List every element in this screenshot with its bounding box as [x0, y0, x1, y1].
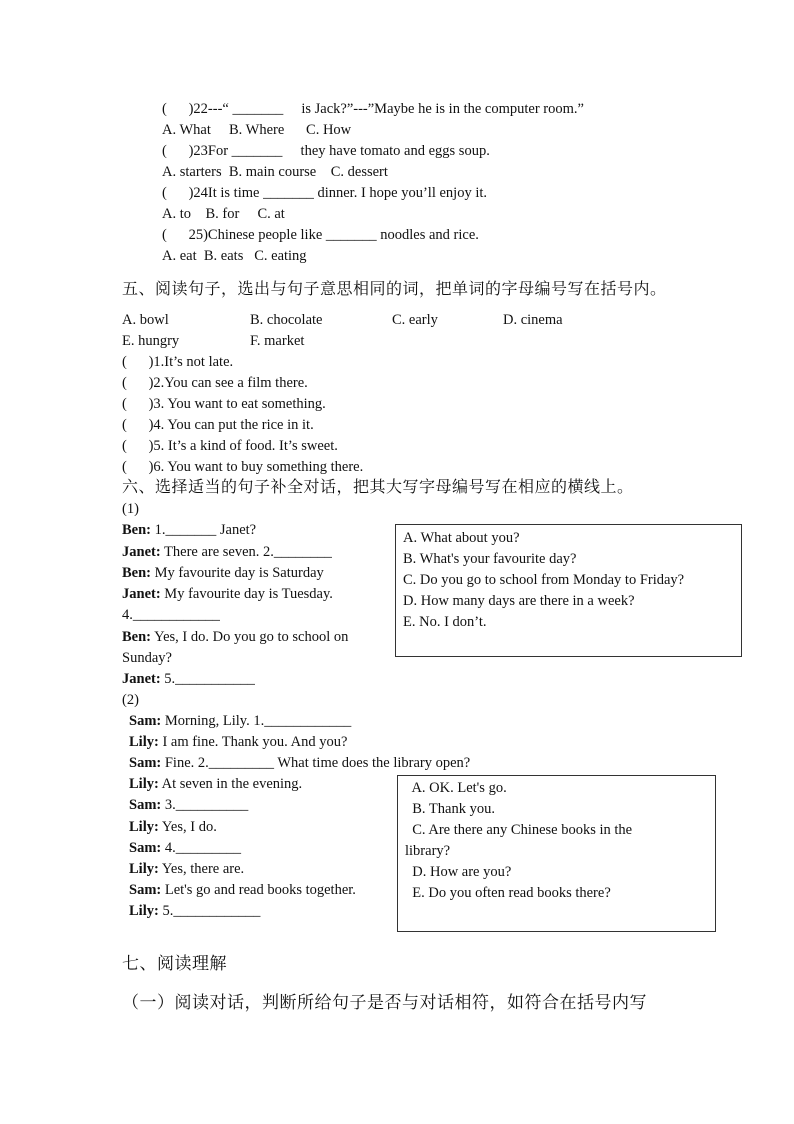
box1-option: A. What about you? [403, 530, 520, 546]
q23: ( )23For _______ they have tomato and eggs soup. [162, 143, 490, 159]
dialogue1-line: Janet: My favourite day is Tuesday. [122, 586, 333, 602]
dialogue2-line: Lily: At seven in the evening. [129, 776, 303, 792]
option-e: E. hungry [122, 333, 180, 349]
dialogue1-line: Ben: Yes, I do. Do you go to school on [122, 629, 349, 645]
q24-options: A. to B. for C. at [162, 206, 285, 222]
dialogue2-line: Sam: 4._________ [129, 840, 241, 856]
s5-q1: ( )1.It’s not late. [122, 354, 234, 370]
q22-options: A. What B. Where C. How [162, 122, 352, 138]
dialogue2-line: Lily: Yes, I do. [129, 819, 217, 835]
dialogue1-line: Janet: There are seven. 2.________ [122, 544, 332, 560]
dialogue1-line: Janet: 5.___________ [122, 671, 255, 687]
option-b: B. chocolate [250, 312, 323, 328]
part2-label: (2) [122, 692, 139, 708]
dialogue2-line: Lily: I am fine. Thank you. And you? [129, 734, 348, 750]
box1-option: D. How many days are there in a week? [403, 593, 635, 609]
box2-option: A. OK. Let's go. [405, 780, 507, 796]
q22: ( )22---“ _______ is Jack?”---”Maybe he is in the computer room.” [162, 101, 584, 117]
option-d: D. cinema [503, 312, 563, 328]
q25: ( 25)Chinese people like _______ noodles and rice. [162, 227, 479, 243]
box2-option: C. Are there any Chinese books in the [405, 822, 633, 838]
box1-option: B. What's your favourite day? [403, 551, 577, 567]
dialogue2-line: Lily: Yes, there are. [129, 861, 245, 877]
q25-options: A. eat B. eats C. eating [162, 248, 307, 264]
s5-q2: ( )2.You can see a film there. [122, 375, 308, 391]
dialogue2-line: Sam: Fine. 2._________ What time does the library open? [129, 755, 471, 771]
s5-q3: ( )3. You want to eat something. [122, 396, 326, 412]
box1-option: E. No. I don’t. [403, 614, 487, 630]
section7-subheading: （一）阅读对话，判断所给句子是否与对话相符，如符合在括号内写 [122, 993, 647, 1013]
q24: ( )24It is time _______ dinner. I hope you’ll enjoy it. [162, 185, 487, 201]
dialogue2-line: Sam: Let's go and read books together. [129, 882, 356, 898]
option-a: A. bowl [122, 312, 169, 328]
dialogue1-line: Ben: My favourite day is Saturday [122, 565, 324, 581]
box2-option: B. Thank you. [405, 801, 495, 817]
section6-heading: 六、选择适当的句子补全对话，把其大写字母编号写在相应的横线上。 [122, 477, 634, 496]
dialogue1-line: Sunday? [122, 650, 172, 666]
section7-heading: 七、阅读理解 [122, 954, 227, 974]
dialogue2-line: Lily: 5.____________ [129, 903, 261, 919]
dialogue2-line: Sam: 3.__________ [129, 797, 249, 813]
box2-option: library? [405, 843, 451, 859]
option-f: F. market [250, 333, 305, 349]
dialogue1-line: 4.____________ [122, 607, 220, 623]
dialogue2-line: Sam: Morning, Lily. 1.____________ [129, 713, 352, 729]
s5-q5: ( )5. It’s a kind of food. It’s sweet. [122, 438, 338, 454]
dialogue1-line: Ben: 1._______ Janet? [122, 522, 257, 538]
box2-option: D. How are you? [405, 864, 512, 880]
box2-option: E. Do you often read books there? [405, 885, 611, 901]
part1-label: (1) [122, 501, 139, 517]
section5-heading: 五、阅读句子，选出与句子意思相同的词，把单词的字母编号写在括号内。 [122, 279, 667, 298]
option-c: C. early [392, 312, 438, 328]
s5-q6: ( )6. You want to buy something there. [122, 459, 364, 475]
q23-options: A. starters B. main course C. dessert [162, 164, 388, 180]
s5-q4: ( )4. You can put the rice in it. [122, 417, 314, 433]
box1-option: C. Do you go to school from Monday to Friday? [403, 572, 685, 588]
